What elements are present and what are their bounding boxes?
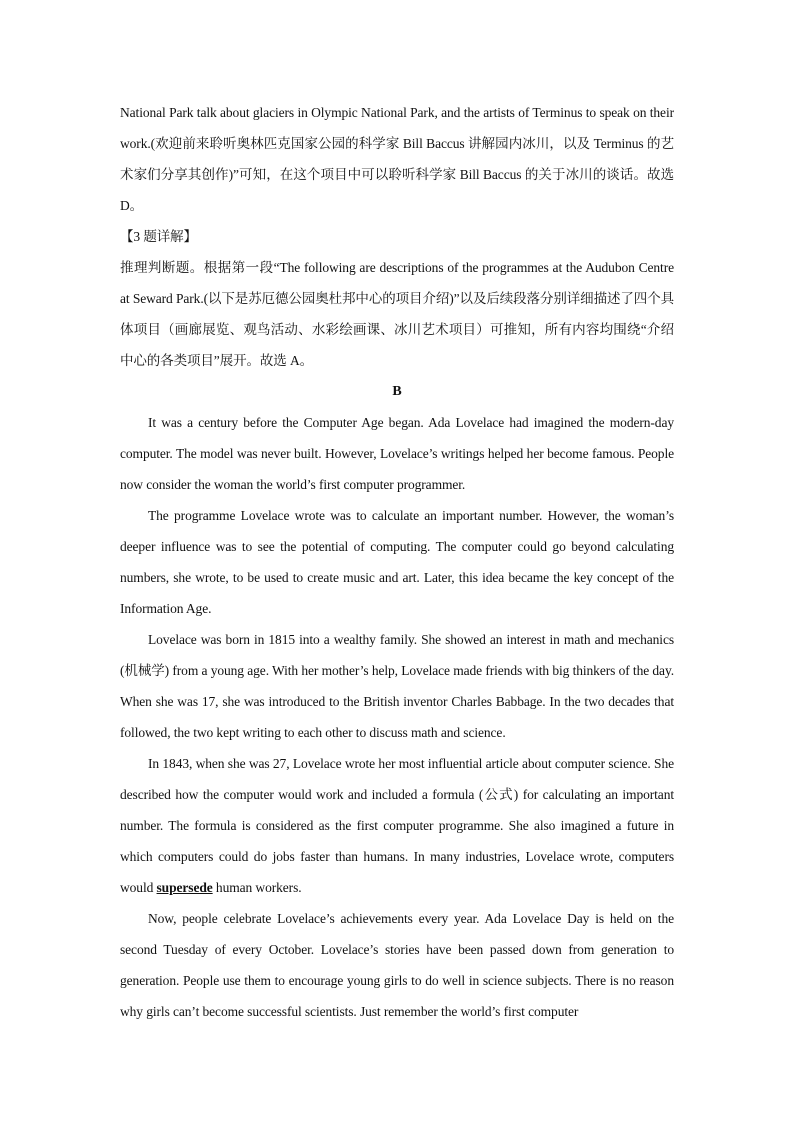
passage-paragraph-5: Now, people celebrate Lovelace’s achievements every year. Ada Lovelace Day is held on the second Tuesday of every October. Lovelace’s stories have been passed down from generation to generation. People use them to encourage young girls to do well in science subjects. There is no reason why girls can’t become successful scientists. Just remember the world’s first computer — [120, 911, 674, 1019]
paragraph-4-text-end: human workers. — [212, 880, 302, 895]
passage-paragraph-1: It was a century before the Computer Age began. Ada Lovelace had imagined the modern-day computer. The model was never built. However, Lovelace’s writings helped her become famous. People now consider the woman the world’s first computer programmer. — [120, 415, 674, 492]
passage-paragraph-3: Lovelace was born in 1815 into a wealthy family. She showed an interest in math and mechanics (机械学) from a young age. With her mother’s help, Lovelace made friends with big thinkers of the day. When she was 17, she was introduced to the British inventor Charles Babbage. In the two decades that followed, the two kept writing to each other to discuss math and science. — [120, 632, 674, 740]
document-content — [120, 97, 674, 1027]
paragraph-4-text-start: In 1843, when she was 27, Lovelace wrote her most influential article about computer science. She described how the computer would work and included a formula (公式) for calculating an important number. The formula is considered as the first computer programme. She also imagined a future in which computers could do jobs faster than humans. In many industries, Lovelace wrote, computers would — [120, 756, 674, 895]
question-3-analysis: 推理判断题。根据第一段“The following are descriptions of the programmes at the Audubon Centre at Seward Park.(以下是苏厄德公园奥杜邦中心的项目介绍)”以及后续段落分别详细描述了四个具体项目（画廊展览、观鸟活动、水彩绘画课、冰川艺术项目）可推知，所有内容均围绕“介绍中心的各类项目”展开。故选 A。 — [120, 260, 674, 368]
previous-answer-explanation: National Park talk about glaciers in Olympic National Park, and the artists of Terminus to speak on their work.(欢迎前来聆听奥林匹克国家公园的科学家 Bill Baccus 讲解园内冰川，以及 Terminus 的艺术家们分享其创作)”可知，在这个项目中可以聆听科学家 Bill Baccus 的关于冰川的谈话。故选 D。 — [120, 105, 674, 213]
passage-paragraph-2: The programme Lovelace wrote was to calculate an important number. However, the woman’s deeper influence was to see the potential of computing. The computer could go beyond calculating numbers, she wrote, to be used to create music and art. Later, this idea became the key concept of the Information Age. — [120, 508, 674, 616]
section-title: B — [392, 384, 402, 399]
question-3-heading: 【3 题详解】 — [120, 229, 197, 244]
keyword-supersede: supersede — [156, 880, 213, 895]
passage-paragraph-4 — [120, 748, 674, 903]
